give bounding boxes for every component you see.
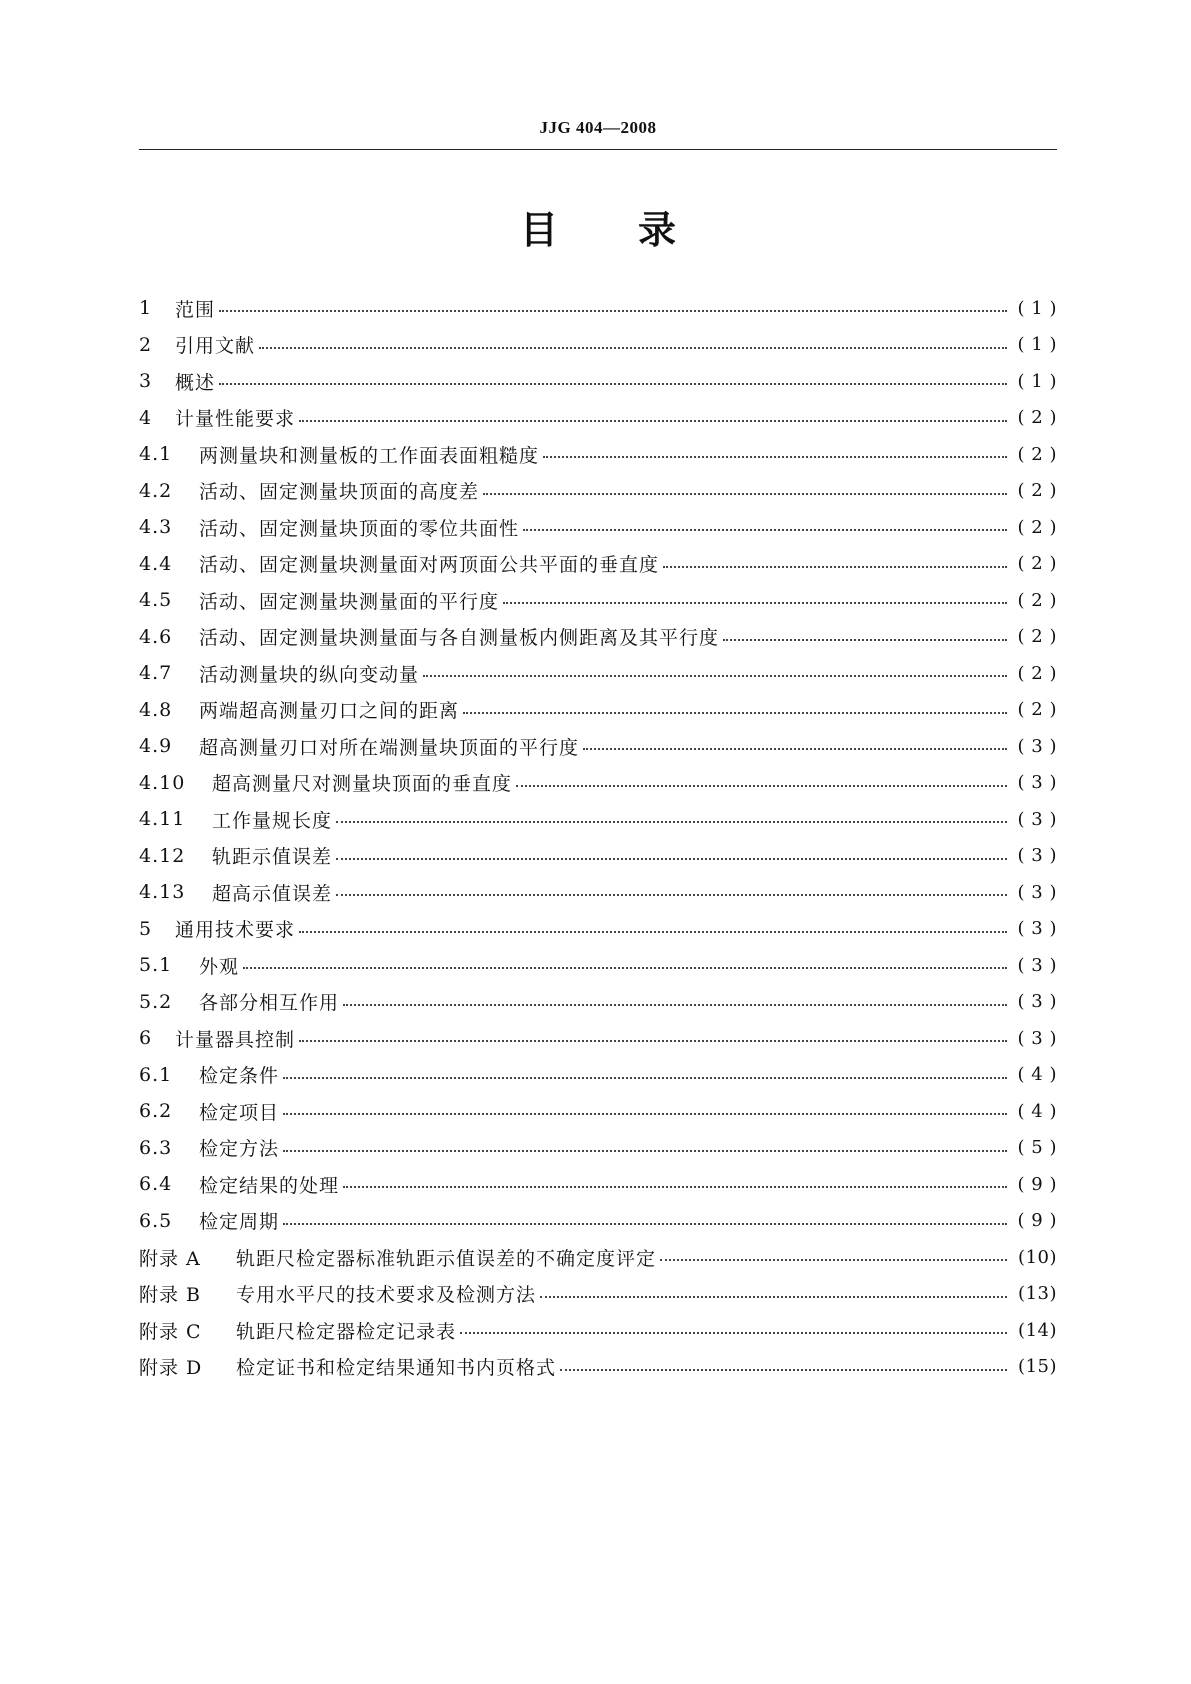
toc-entry-page: ( 3 )	[1017, 881, 1057, 903]
dot-leader	[283, 1150, 1007, 1152]
toc-entry[interactable]	[139, 290, 1057, 327]
dot-leader	[219, 383, 1007, 385]
toc-entry-title: 两测量块和测量板的工作面表面粗糙度	[199, 444, 540, 467]
toc-entry-title: 轨距尺检定器标准轨距示值误差的不确定度评定	[236, 1247, 657, 1270]
toc-entry-title: 检定证书和检定结果通知书内页格式	[236, 1357, 557, 1380]
dot-leader	[483, 493, 1007, 495]
dot-leader	[219, 310, 1007, 312]
dot-leader	[523, 529, 1007, 531]
toc-entry-title: 活动、固定测量块顶面的高度差	[199, 481, 480, 504]
toc-entry[interactable]	[139, 874, 1057, 911]
toc-entry-number: 4	[139, 406, 153, 429]
toc-entry-page: ( 3 )	[1017, 808, 1057, 830]
toc-entry-page: ( 1 )	[1017, 297, 1057, 319]
toc-entry-page: (13)	[1018, 1283, 1057, 1305]
toc-entry-page: ( 4 )	[1017, 1064, 1057, 1086]
toc-entry-number: 4.6	[139, 625, 173, 648]
dot-leader	[460, 1332, 1007, 1334]
toc-entry-title: 超高示值误差	[212, 882, 333, 905]
dot-leader	[560, 1369, 1007, 1371]
dot-leader	[283, 1077, 1007, 1079]
toc-entry[interactable]	[139, 838, 1057, 875]
toc-entry-page: ( 3 )	[1017, 772, 1057, 794]
toc-entry[interactable]	[139, 947, 1057, 984]
toc-entry[interactable]	[139, 582, 1057, 619]
toc-entry-number: 附录 A	[139, 1247, 201, 1270]
dot-leader	[243, 967, 1007, 969]
toc-entry-title: 计量性能要求	[175, 408, 296, 431]
toc-entry-page: ( 2 )	[1017, 626, 1057, 648]
toc-entry-number: 4.11	[139, 808, 186, 831]
toc-entry-number: 4.12	[139, 844, 186, 867]
toc-entry-number: 6	[139, 1027, 153, 1050]
toc-entry-title: 工作量规长度	[212, 809, 333, 832]
toc-entry-title: 超高测量尺对测量块顶面的垂直度	[212, 773, 513, 796]
toc-entry-title: 轨距尺检定器检定记录表	[236, 1320, 457, 1343]
toc-entry-page: ( 9 )	[1017, 1173, 1057, 1195]
toc-entry-number: 4.1	[139, 443, 173, 466]
toc-entry[interactable]	[139, 1239, 1057, 1276]
toc-entry[interactable]	[139, 984, 1057, 1021]
toc-entry[interactable]	[139, 400, 1057, 437]
toc-entry[interactable]	[139, 1349, 1057, 1386]
toc-entry-title: 两端超高测量刃口之间的距离	[199, 700, 460, 723]
toc-entry-page: ( 3 )	[1017, 918, 1057, 940]
toc-entry-title: 引用文献	[175, 335, 256, 358]
toc-entry-title: 活动、固定测量块测量面与各自测量板内侧距离及其平行度	[199, 627, 720, 650]
dot-leader	[543, 456, 1007, 458]
toc-entry[interactable]	[139, 1276, 1057, 1313]
toc-entry[interactable]	[139, 728, 1057, 765]
toc-entry[interactable]	[139, 473, 1057, 510]
toc-entry-number: 1	[139, 297, 153, 320]
toc-entry[interactable]	[139, 692, 1057, 729]
toc-entry-title: 检定结果的处理	[199, 1174, 340, 1197]
toc-entry-number: 4.9	[139, 735, 173, 758]
toc-entry[interactable]	[139, 619, 1057, 656]
dot-leader	[336, 821, 1007, 823]
dot-leader	[663, 566, 1007, 568]
header-rule	[139, 149, 1057, 150]
toc-entry-page: ( 1 )	[1017, 370, 1057, 392]
dot-leader	[343, 1186, 1007, 1188]
toc-entry-title: 检定周期	[199, 1211, 280, 1234]
toc-entry[interactable]	[139, 1057, 1057, 1094]
toc-entry-number: 4.5	[139, 589, 173, 612]
toc-entry-number: 6.2	[139, 1100, 173, 1123]
toc-entry-title: 轨距示值误差	[212, 846, 333, 869]
toc-entry-number: 5	[139, 917, 153, 940]
toc-entry-number: 5.2	[139, 990, 173, 1013]
dot-leader	[336, 894, 1007, 896]
toc-entry-title: 检定条件	[199, 1065, 280, 1088]
toc-entry-title: 外观	[199, 955, 240, 978]
toc-entry-number: 5.1	[139, 954, 173, 977]
toc-entry-number: 4.2	[139, 479, 173, 502]
dot-leader	[336, 858, 1007, 860]
toc-entry-number: 4.3	[139, 516, 173, 539]
table-of-contents	[139, 290, 1057, 1385]
dot-leader	[299, 931, 1007, 933]
toc-entry-title: 计量器具控制	[175, 1028, 296, 1051]
toc-entry[interactable]	[139, 363, 1057, 400]
toc-entry-number: 附录 C	[139, 1320, 202, 1343]
toc-entry-page: ( 3 )	[1017, 845, 1057, 867]
dot-leader	[423, 675, 1007, 677]
toc-entry-number: 4.13	[139, 881, 186, 904]
toc-entry[interactable]	[139, 1130, 1057, 1167]
toc-entry-page: ( 4 )	[1017, 1100, 1057, 1122]
toc-entry[interactable]	[139, 1166, 1057, 1203]
toc-entry-page: ( 2 )	[1017, 443, 1057, 465]
dot-leader	[283, 1113, 1007, 1115]
toc-entry[interactable]	[139, 765, 1057, 802]
toc-entry-page: ( 3 )	[1017, 735, 1057, 757]
dot-leader	[463, 712, 1007, 714]
toc-entry-number: 6.1	[139, 1063, 173, 1086]
dot-leader	[259, 347, 1007, 349]
toc-entry-title: 超高测量刃口对所在端测量块顶面的平行度	[199, 736, 580, 759]
dot-leader	[660, 1259, 1007, 1261]
toc-entry-number: 4.10	[139, 771, 186, 794]
toc-entry[interactable]	[139, 327, 1057, 364]
toc-entry-number: 6.3	[139, 1136, 173, 1159]
dot-leader	[723, 639, 1007, 641]
toc-entry[interactable]	[139, 911, 1057, 948]
dot-leader	[583, 748, 1007, 750]
dot-leader	[540, 1296, 1007, 1298]
dot-leader	[516, 785, 1007, 787]
toc-entry-title: 检定方法	[199, 1138, 280, 1161]
toc-entry-page: ( 2 )	[1017, 516, 1057, 538]
toc-entry[interactable]	[139, 655, 1057, 692]
dot-leader	[343, 1004, 1007, 1006]
toc-entry-title: 活动测量块的纵向变动量	[199, 663, 420, 686]
toc-entry-page: ( 2 )	[1017, 589, 1057, 611]
toc-entry-page: ( 5 )	[1017, 1137, 1057, 1159]
dot-leader	[503, 602, 1007, 604]
toc-entry-number: 6.4	[139, 1173, 173, 1196]
toc-entry-title: 范围	[175, 298, 216, 321]
toc-entry[interactable]	[139, 1020, 1057, 1057]
toc-entry[interactable]	[139, 1093, 1057, 1130]
toc-entry-number: 附录 D	[139, 1357, 203, 1380]
toc-entry-page: ( 2 )	[1017, 662, 1057, 684]
toc-entry-title: 各部分相互作用	[199, 992, 340, 1015]
dot-leader	[299, 420, 1007, 422]
toc-entry-number: 4.4	[139, 552, 173, 575]
toc-entry-page: ( 3 )	[1017, 991, 1057, 1013]
toc-entry-number: 3	[139, 370, 153, 393]
toc-entry-page: (14)	[1018, 1319, 1057, 1341]
dot-leader	[283, 1223, 1007, 1225]
toc-entry[interactable]	[139, 509, 1057, 546]
toc-entry-page: ( 2 )	[1017, 699, 1057, 721]
toc-entry-page: ( 2 )	[1017, 553, 1057, 575]
toc-entry-title: 活动、固定测量块测量面的平行度	[199, 590, 500, 613]
toc-entry-title: 活动、固定测量块测量面对两顶面公共平面的垂直度	[199, 554, 660, 577]
title-char-2: 录	[638, 208, 677, 252]
toc-entry[interactable]	[139, 1203, 1057, 1240]
dot-leader	[299, 1040, 1007, 1042]
toc-entry-page: ( 3 )	[1017, 1027, 1057, 1049]
toc-entry-page: ( 3 )	[1017, 954, 1057, 976]
toc-entry-page: (15)	[1018, 1356, 1057, 1378]
toc-entry-number: 附录 B	[139, 1284, 202, 1307]
document-code: JJG 404—2008	[539, 118, 657, 137]
toc-entry-number: 2	[139, 333, 153, 356]
toc-entry-number: 6.5	[139, 1209, 173, 1232]
toc-entry-title: 检定项目	[199, 1101, 280, 1124]
toc-entry[interactable]	[139, 436, 1057, 473]
toc-entry-page: ( 1 )	[1017, 334, 1057, 356]
toc-entry-title: 专用水平尺的技术要求及检测方法	[236, 1284, 537, 1307]
toc-entry[interactable]	[139, 1312, 1057, 1349]
toc-entry[interactable]	[139, 546, 1057, 583]
toc-entry-page: ( 2 )	[1017, 407, 1057, 429]
page-title	[139, 206, 1057, 254]
toc-entry[interactable]	[139, 801, 1057, 838]
toc-entry-number: 4.8	[139, 698, 173, 721]
toc-entry-page: ( 9 )	[1017, 1210, 1057, 1232]
toc-entry-page: (10)	[1018, 1246, 1057, 1268]
toc-entry-title: 活动、固定测量块顶面的零位共面性	[199, 517, 520, 540]
toc-entry-title: 通用技术要求	[175, 919, 296, 942]
toc-entry-page: ( 2 )	[1017, 480, 1057, 502]
toc-entry-number: 4.7	[139, 662, 173, 685]
toc-entry-title: 概述	[175, 371, 216, 394]
title-char-1: 目	[519, 208, 558, 252]
